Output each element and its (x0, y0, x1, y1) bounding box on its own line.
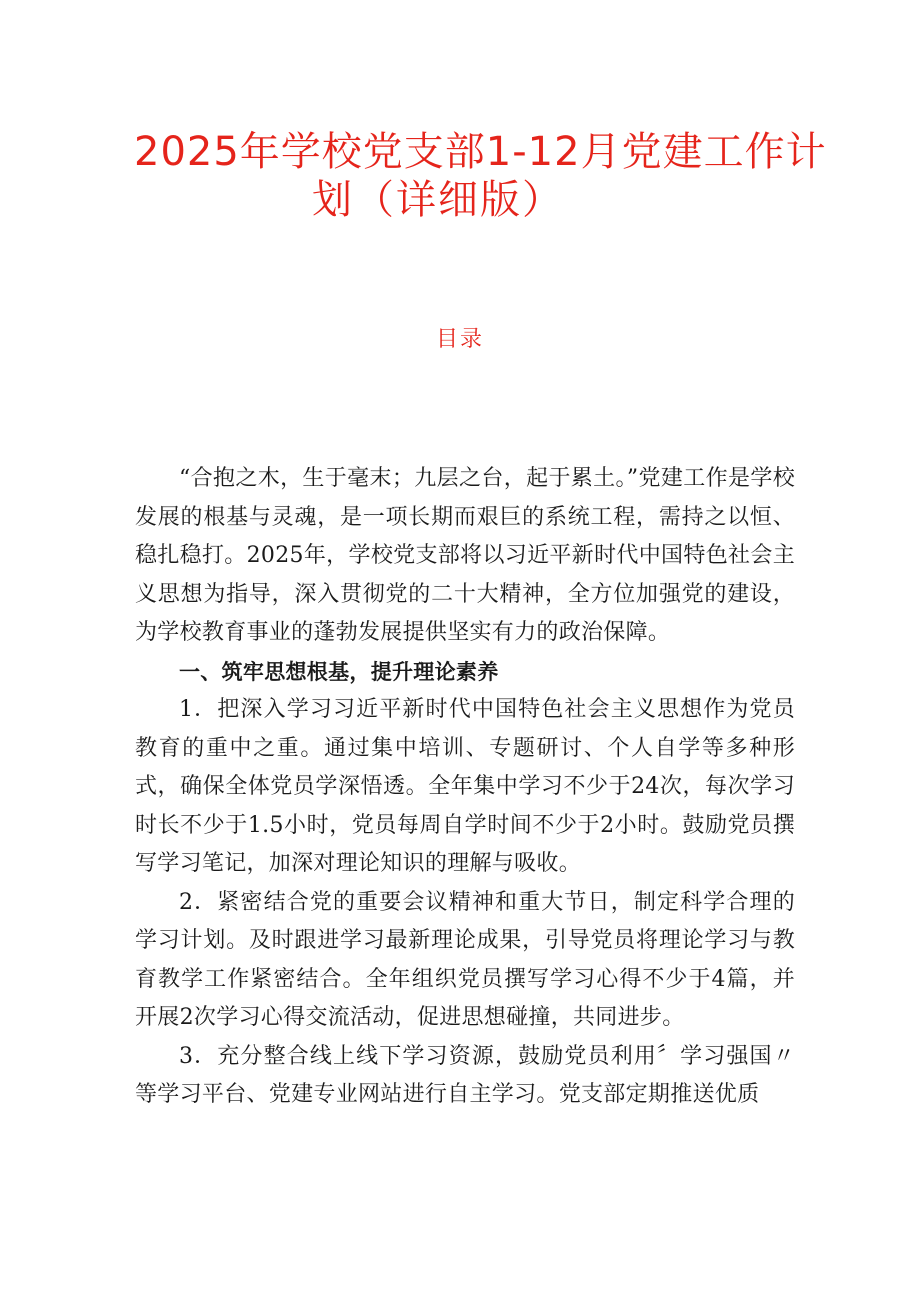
intro-paragraph: “合抱之木，生于毫末；九层之台，起于累土。”党建工作是学校发展的根基与灵魂，是一项长期而艰巨的系统工程，需持之以恒、稳扎稳打。2025年，学校党支部将以习近平新时代中国特色社会主义思想为指导，深入贯彻党的二十大精神，全方位加强党的建设，为学校教育事业的蓬勃发展提供坚实有力的政治保障。 (135, 466, 795, 645)
list-item-2: 2．紧密结合党的重要会议精神和重大节日，制定科学合理的学习计划。及时跟进学习最新理论成果，引导党员将理论学习与教育教学工作紧密结合。全年组织党员撰写学习心得不少于4篇，并开展2次学习心得交流活动，促进思想碰撞，共同进步。 (135, 889, 795, 1030)
section-heading-1: 一、筑牢思想根基，提升理论素养 (179, 659, 499, 684)
document-title-line-1: 2025年学校党支部1-12月党建工作计 (134, 129, 827, 175)
document-title-line-2: 划（详细版） (312, 177, 564, 223)
document-body (135, 460, 795, 1115)
list-item-1: 1．把深入学习习近平新时代中国特色社会主义思想作为党员教育的重中之重。通过集中培训、专题研讨、个人自学等多种形式，确保全体党员学深悟透。全年集中学习不少于24次，每次学习时长不少于1.5小时，党员每周自学时间不少于2小时。鼓励党员撰写学习笔记，加深对理论知识的理解与吸收。 (135, 697, 795, 876)
table-of-contents-label[interactable]: 目录 (435, 327, 484, 352)
list-item-3: 3．充分整合线上线下学习资源，鼓励党员利用〞学习强国〃等学习平台、党建专业网站进行自主学习。党支部定期推送优质 (135, 1043, 795, 1107)
